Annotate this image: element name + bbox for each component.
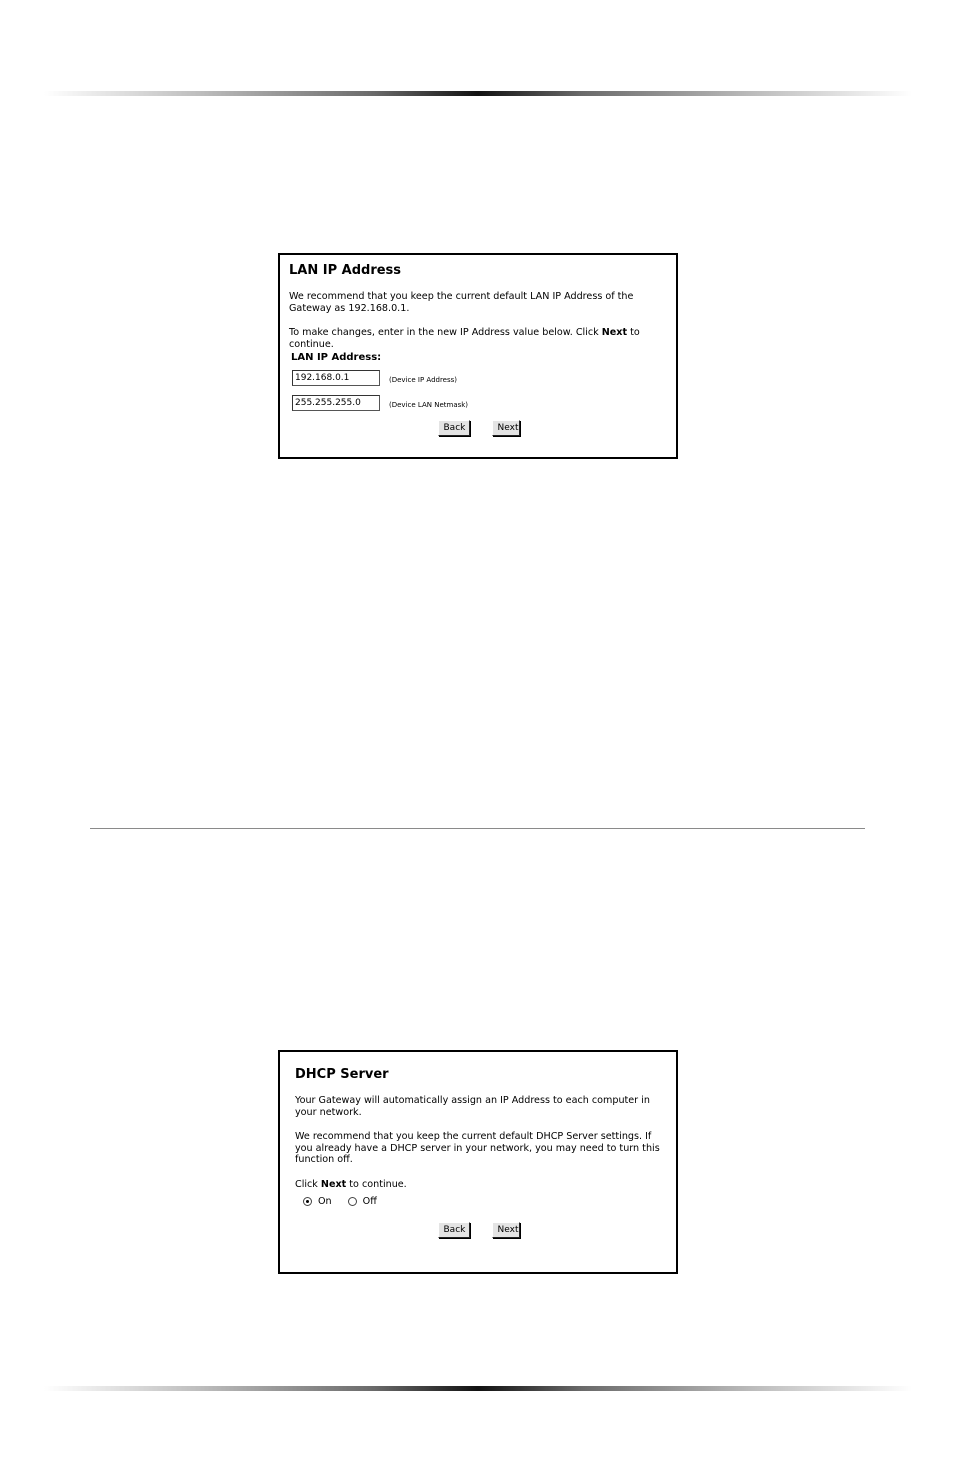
dhcp-on-radio[interactable] bbox=[303, 1197, 312, 1206]
dhcp-off-option[interactable] bbox=[348, 1196, 377, 1207]
dhcp-description-text: Your Gateway will automatically assign an IP Address to each computer in your network. bbox=[295, 1095, 650, 1118]
dhcp-on-label: On bbox=[318, 1195, 332, 1207]
header-rule bbox=[44, 91, 912, 96]
lan-panel-title: LAN IP Address bbox=[289, 263, 402, 278]
lan-ip-field-label: LAN IP Address: bbox=[291, 352, 382, 363]
lan-ip-address-panel bbox=[278, 253, 678, 459]
device-ip-hint: (Device IP Address) bbox=[389, 375, 458, 384]
dhcp-next-button[interactable]: Next bbox=[492, 1222, 520, 1238]
dhcp-instruction-text: Click Next to continue. bbox=[295, 1178, 407, 1190]
device-ip-row bbox=[292, 370, 668, 386]
next-emphasis: Next bbox=[601, 327, 628, 338]
dhcp-off-radio[interactable] bbox=[348, 1197, 357, 1206]
dhcp-recommendation-text: We recommend that you keep the current default DHCP Server settings. If you already have a DHCP server in your network, you may need to turn this function off. bbox=[295, 1131, 660, 1165]
dhcp-server-panel bbox=[278, 1050, 678, 1274]
dhcp-off-label: Off bbox=[362, 1195, 377, 1207]
dhcp-radio-group bbox=[303, 1194, 662, 1208]
device-ip-input[interactable] bbox=[292, 370, 380, 386]
dhcp-back-button[interactable]: Back bbox=[438, 1222, 470, 1238]
netmask-row bbox=[292, 395, 668, 411]
dhcp-panel-title: DHCP Server bbox=[295, 1067, 389, 1082]
device-netmask-hint: (Device LAN Netmask) bbox=[389, 400, 469, 409]
dhcp-on-option[interactable] bbox=[303, 1196, 332, 1207]
lan-next-button[interactable]: Next bbox=[492, 420, 520, 436]
lan-instruction-text: To make changes, enter in the new IP Address value below. Click Next to continue. bbox=[289, 327, 640, 350]
device-netmask-input[interactable] bbox=[292, 395, 380, 411]
lan-button-row bbox=[289, 420, 668, 436]
lan-back-button[interactable]: Back bbox=[438, 420, 470, 436]
next-emphasis: Next bbox=[320, 1178, 347, 1190]
footer-rule bbox=[44, 1386, 912, 1391]
section-divider bbox=[90, 828, 865, 829]
dhcp-button-row bbox=[295, 1222, 662, 1238]
lan-recommendation-text: We recommend that you keep the current default LAN IP Address of the Gateway as 192.168.0.1. bbox=[289, 291, 634, 314]
